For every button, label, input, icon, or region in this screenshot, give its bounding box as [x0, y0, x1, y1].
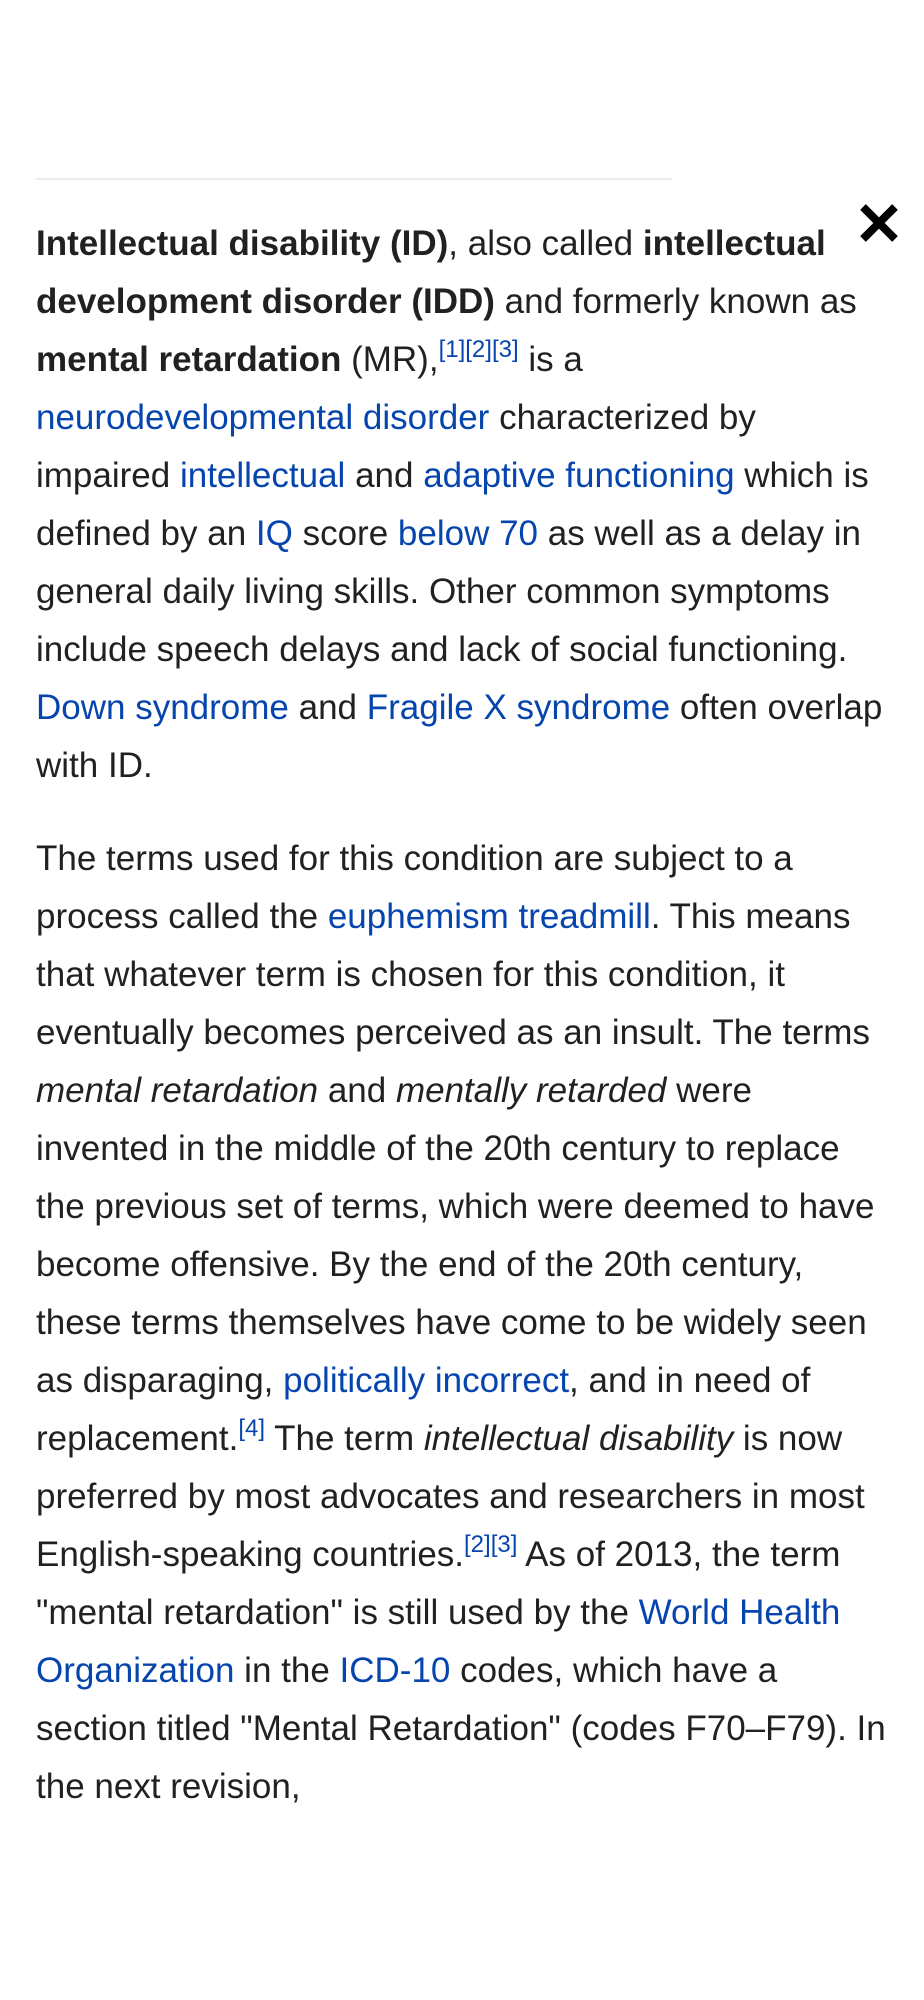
reference-2b[interactable]: [2]	[464, 1531, 491, 1558]
link-world-health-organization[interactable]: World Health Organization	[36, 1593, 841, 1690]
reference-1[interactable]: [1]	[438, 336, 466, 363]
reference-2[interactable]: [2]	[465, 336, 492, 363]
link-down-syndrome[interactable]: Down syndrome	[36, 688, 289, 727]
paragraph-1: Intellectual disability (ID), also called intellectual development disorder (IDD) and formerly known as mental retardation (MR),[1][2][3] is a neurodevelopmental disorder characterized by impaired intellectual and adaptive functioning which is defined by an IQ score below 70 as well as a delay in general daily living skills. Other common symptoms include speech delays and lack of social functioning. Down syndrome and Fragile X syndrome often overlap with ID.	[36, 224, 883, 785]
link-fragile-x-syndrome[interactable]: Fragile X syndrome	[366, 688, 671, 727]
link-below-70[interactable]: below 70	[397, 514, 539, 553]
term-intellectual-disability: Intellectual disability (ID)	[36, 224, 449, 263]
paragraph-2: The terms used for this condition are subject to a process called the euphemism treadmill. This means that whatever term is chosen for this condition, it eventually becomes perceived as an insult. The terms mental retardation and mentally retarded were invented in the middle of the 20th century to replace the previous set of terms, which were deemed to have become offensive. By the end of the 20th century, these terms themselves have come to be widely seen as disparaging, politically incorrect, and in need of replacement.[4] The term intellectual disability is now preferred by most advocates and researchers in most English-speaking countries.[2][3] As of 2013, the term "mental retardation" is still used by the World Health Organization in the ICD-10 codes, which have a section titled "Mental Retardation" (codes F70–F79). In the next revision,	[36, 839, 886, 1806]
term-mentally-retarded-italic: mentally retarded	[395, 1071, 667, 1110]
link-adaptive-functioning[interactable]: adaptive functioning	[423, 456, 735, 495]
term-intellectual-disability-italic: intellectual disability	[423, 1419, 734, 1458]
term-mental-retardation-italic: mental retardation	[36, 1071, 319, 1110]
article-content	[36, 215, 888, 1851]
link-intellectual[interactable]: intellectual	[179, 456, 346, 495]
link-icd-10[interactable]: ICD-10	[339, 1651, 451, 1690]
section-divider	[36, 178, 672, 180]
reference-3b[interactable]: [3]	[490, 1531, 518, 1558]
term-idd: intellectual development disorder (IDD)	[36, 224, 826, 321]
link-neurodevelopmental-disorder[interactable]: neurodevelopmental disorder	[36, 398, 490, 437]
link-politically-incorrect[interactable]: politically incorrect	[283, 1361, 570, 1400]
reference-4[interactable]: [4]	[238, 1415, 266, 1442]
reference-3[interactable]: [3]	[491, 336, 519, 363]
link-iq[interactable]: IQ	[255, 514, 293, 553]
link-euphemism-treadmill[interactable]: euphemism treadmill	[327, 897, 651, 936]
term-mental-retardation: mental retardation	[36, 340, 342, 379]
